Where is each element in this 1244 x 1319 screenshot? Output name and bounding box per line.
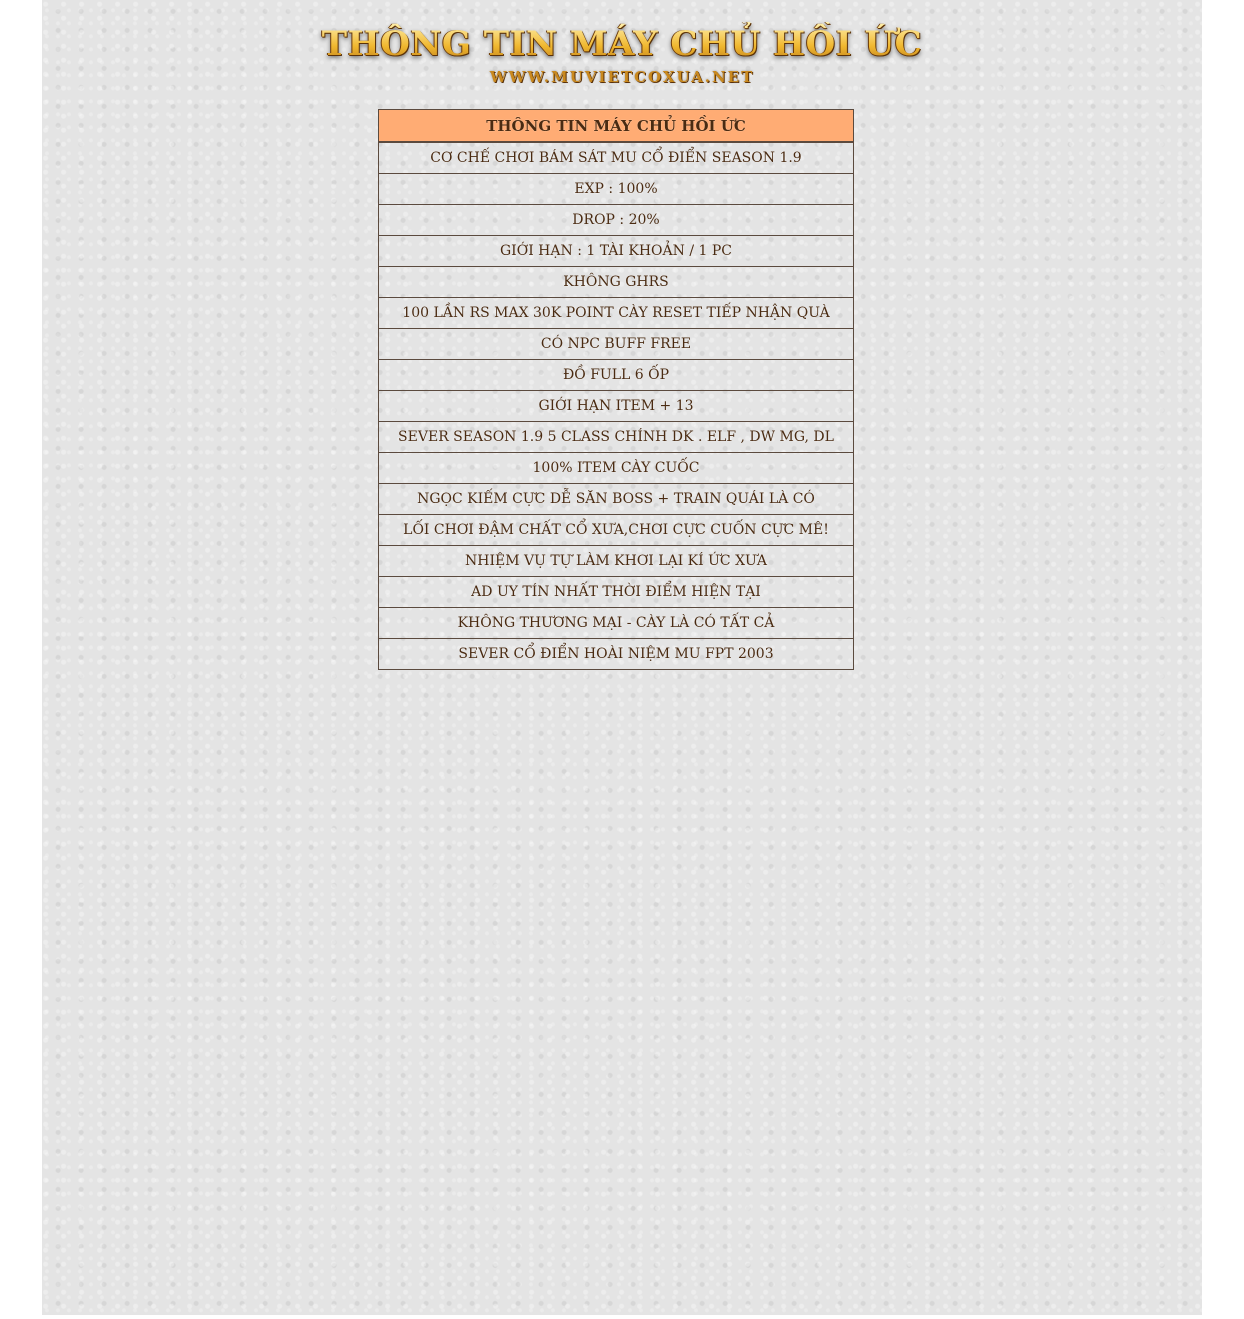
table-cell: NGỌC KIẾM CỰC DỄ SĂN BOSS + TRAIN QUÁI LÀ CÓ	[379, 484, 854, 515]
table-cell: CÓ NPC BUFF FREE	[379, 329, 854, 360]
server-logo	[42, 22, 1202, 86]
table-cell: 100 LẦN RS MAX 30K POINT CÀY RESET TIẾP NHẬN QUÀ	[379, 298, 854, 329]
table-cell: KHÔNG THƯƠNG MẠI - CÀY LÀ CÓ TẤT CẢ	[379, 608, 854, 639]
table-row	[379, 174, 854, 205]
table-row	[379, 267, 854, 298]
table-row	[379, 329, 854, 360]
server-info-table	[378, 109, 854, 670]
table-header-row	[379, 110, 854, 143]
table-row	[379, 608, 854, 639]
table-cell: SEVER CỔ ĐIỂN HOÀI NIỆM MU FPT 2003	[379, 639, 854, 670]
table-cell: CƠ CHẾ CHƠI BÁM SÁT MU CỔ ĐIỂN SEASON 1.9	[379, 142, 854, 174]
table-cell: NHIỆM VỤ TỰ LÀM KHƠI LẠI KÍ ỨC XƯA	[379, 546, 854, 577]
table-cell: 100% ITEM CÀY CUỐC	[379, 453, 854, 484]
table-cell: SEVER SEASON 1.9 5 CLASS CHÍNH DK . ELF , DW MG, DL	[379, 422, 854, 453]
table-row	[379, 484, 854, 515]
table-cell: LỐI CHƠI ĐẬM CHẤT CỔ XƯA,CHƠI CỰC CUỐN CỰC MÊ!	[379, 515, 854, 546]
table-row	[379, 298, 854, 329]
table-row	[379, 453, 854, 484]
table-cell: ĐỒ FULL 6 ỐP	[379, 360, 854, 391]
table-cell: GIỚI HẠN : 1 TÀI KHOẢN / 1 PC	[379, 236, 854, 267]
page-background	[42, 0, 1202, 1315]
table-row	[379, 205, 854, 236]
table-row	[379, 142, 854, 174]
table-cell: EXP : 100%	[379, 174, 854, 205]
table-row	[379, 515, 854, 546]
table-row	[379, 546, 854, 577]
table-cell: DROP : 20%	[379, 205, 854, 236]
table-header: THÔNG TIN MÁY CHỦ HỒI ỨC	[379, 110, 854, 143]
table-row	[379, 422, 854, 453]
table-cell: KHÔNG GHRS	[379, 267, 854, 298]
table-row	[379, 577, 854, 608]
table-row	[379, 360, 854, 391]
table-row	[379, 391, 854, 422]
logo-url: WWW.MUVIETCOXUA.NET	[489, 68, 755, 86]
table-row	[379, 639, 854, 670]
table-row	[379, 236, 854, 267]
table-cell: GIỚI HẠN ITEM + 13	[379, 391, 854, 422]
table-cell: AD UY TÍN NHẤT THỜI ĐIỂM HIỆN TẠI	[379, 577, 854, 608]
logo-title: THÔNG TIN MÁY CHỦ HỒI ỨC	[321, 24, 923, 64]
